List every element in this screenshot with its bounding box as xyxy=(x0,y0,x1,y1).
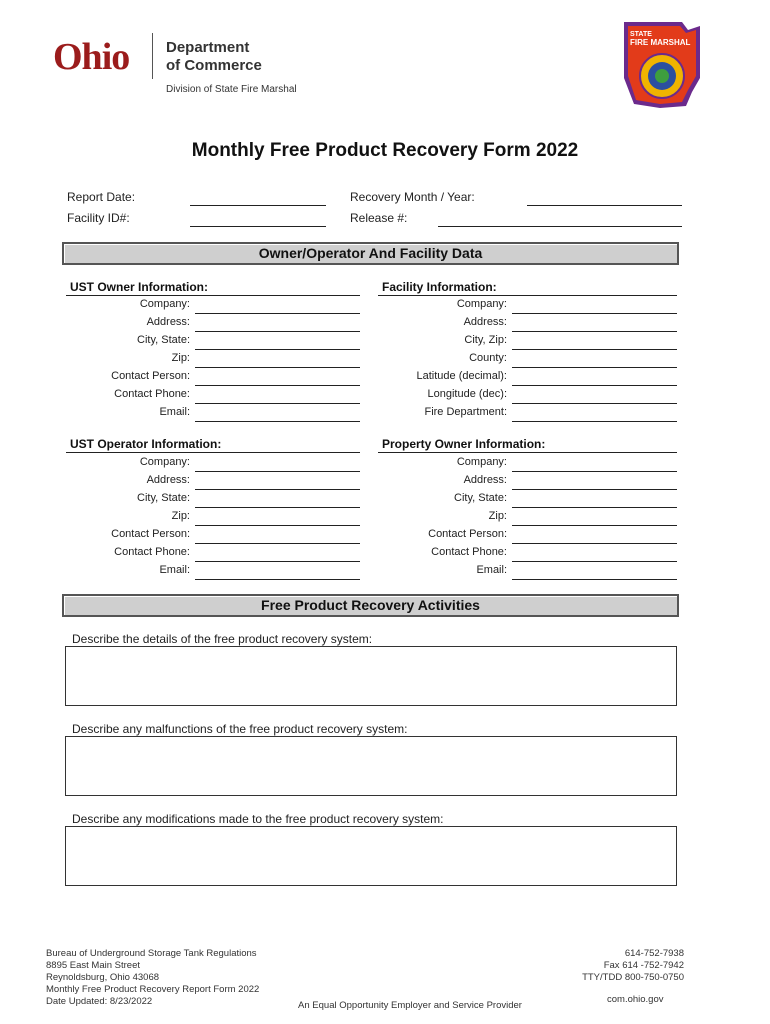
ust-operator-company-field[interactable] xyxy=(195,471,360,472)
footer-line: Monthly Free Product Recovery Report Form 2022 xyxy=(46,984,260,995)
footer-line: Date Updated: 8/23/2022 xyxy=(46,996,153,1007)
field-label: Contact Phone: xyxy=(114,388,190,400)
facility-row xyxy=(370,370,507,388)
footer-line: Reynoldsburg, Ohio 43068 xyxy=(46,972,160,983)
report-date-label: Report Date: xyxy=(67,190,136,204)
modifications-textbox[interactable] xyxy=(65,826,677,886)
ust-operator-row xyxy=(60,564,190,582)
field-label: Company: xyxy=(139,456,190,468)
field-label: Longitude (dec): xyxy=(427,388,507,400)
owner-facility-section-header: Owner/Operator And Facility Data xyxy=(62,242,679,265)
ust-operator-contact-phone-field[interactable] xyxy=(195,561,360,562)
ust-owner-heading: UST Owner Information: xyxy=(66,281,360,296)
ust-operator-address-field[interactable] xyxy=(195,489,360,490)
ust-owner-row xyxy=(60,352,190,370)
ust-owner-contact-phone-field[interactable] xyxy=(195,403,360,404)
ust-owner-email-field[interactable] xyxy=(195,421,360,422)
details-textbox[interactable] xyxy=(65,646,677,706)
seal-emblem-core xyxy=(655,69,669,83)
property-owner-row xyxy=(370,456,507,474)
field-label: Latitude (decimal): xyxy=(416,370,507,382)
facility-row xyxy=(370,388,507,406)
facility-row xyxy=(370,352,507,370)
ust-owner-address-field[interactable] xyxy=(195,331,360,332)
ust-operator-city-state-field[interactable] xyxy=(195,507,360,508)
facility-fire-department-field[interactable] xyxy=(512,421,677,422)
facility-heading: Facility Information: xyxy=(378,281,677,296)
recovery-month-label: Recovery Month / Year: xyxy=(350,190,475,204)
footer-address-block xyxy=(46,948,259,1008)
field-label: Email: xyxy=(159,406,190,418)
division-name: Division of State Fire Marshal xyxy=(166,84,297,95)
fire-marshal-seal xyxy=(620,18,702,110)
ust-owner-row xyxy=(60,388,190,406)
ust-owner-row xyxy=(60,298,190,316)
field-label: City, State: xyxy=(137,334,190,346)
ust-owner-contact-person-field[interactable] xyxy=(195,385,360,386)
ust-operator-contact-person-field[interactable] xyxy=(195,543,360,544)
property-owner-row xyxy=(370,492,507,510)
facility-county-field[interactable] xyxy=(512,367,677,368)
ust-operator-heading: UST Operator Information: xyxy=(66,438,360,453)
ust-owner-row xyxy=(60,334,190,352)
property-owner-heading: Property Owner Information: xyxy=(378,438,677,453)
footer-line: Bureau of Underground Storage Tank Regulations xyxy=(46,948,257,959)
field-label: Contact Phone: xyxy=(431,546,507,558)
field-label: Zip: xyxy=(171,510,190,522)
ust-operator-row xyxy=(60,528,190,546)
property-owner-row xyxy=(370,528,507,546)
ust-owner-zip-field[interactable] xyxy=(195,367,360,368)
footer-fax: Fax 614 -752-7942 xyxy=(603,960,684,971)
field-label: Address: xyxy=(463,316,507,328)
ohio-logo: Ohio xyxy=(53,36,130,78)
property-owner-company-field[interactable] xyxy=(512,471,677,472)
field-label: Email: xyxy=(476,564,507,576)
ust-operator-row xyxy=(60,510,190,528)
property-owner-contact-phone-field[interactable] xyxy=(512,561,677,562)
release-label: Release #: xyxy=(350,211,408,225)
field-label: Address: xyxy=(463,474,507,486)
field-label: Address: xyxy=(146,474,190,486)
seal-main-text: FIRE MARSHAL xyxy=(630,38,691,47)
footer-contact-block xyxy=(582,948,684,984)
property-owner-contact-person-field[interactable] xyxy=(512,543,677,544)
field-label: Company: xyxy=(139,298,190,310)
release-field[interactable] xyxy=(438,226,682,227)
malfunctions-prompt: Describe any malfunctions of the free product recovery system: xyxy=(72,722,408,736)
field-label: County: xyxy=(469,352,507,364)
seal-top-text: STATE xyxy=(630,31,652,38)
field-label: City, State: xyxy=(454,492,507,504)
field-label: Contact Person: xyxy=(111,370,190,382)
facility-row xyxy=(370,298,507,316)
modifications-prompt: Describe any modifications made to the free product recovery system: xyxy=(72,812,444,826)
property-owner-row xyxy=(370,546,507,564)
field-label: Contact Phone: xyxy=(114,546,190,558)
field-label: Fire Department: xyxy=(424,406,507,418)
property-owner-zip-field[interactable] xyxy=(512,525,677,526)
ust-operator-email-field[interactable] xyxy=(195,579,360,580)
field-label: Email: xyxy=(159,564,190,576)
property-owner-email-field[interactable] xyxy=(512,579,677,580)
footer-phone: 614-752-7938 xyxy=(624,948,684,959)
facility-company-field[interactable] xyxy=(512,313,677,314)
ust-operator-zip-field[interactable] xyxy=(195,525,360,526)
field-label: Company: xyxy=(456,298,507,310)
facility-row xyxy=(370,406,507,424)
ust-owner-row xyxy=(60,406,190,424)
facility-id-field[interactable] xyxy=(190,226,326,227)
field-label: Contact Person: xyxy=(428,528,507,540)
ust-operator-row xyxy=(60,456,190,474)
recovery-activities-section-header: Free Product Recovery Activities xyxy=(62,594,679,617)
property-owner-row xyxy=(370,474,507,492)
recovery-month-field[interactable] xyxy=(527,205,682,206)
facility-row xyxy=(370,334,507,352)
property-owner-row xyxy=(370,564,507,582)
ust-owner-city-state-field[interactable] xyxy=(195,349,360,350)
facility-longitude-field[interactable] xyxy=(512,403,677,404)
ust-owner-row xyxy=(60,316,190,334)
field-label: Contact Person: xyxy=(111,528,190,540)
property-owner-row xyxy=(370,510,507,528)
logo-divider xyxy=(152,33,153,79)
facility-city-zip-field[interactable] xyxy=(512,349,677,350)
form-title: Monthly Free Product Recovery Form 2022 xyxy=(191,140,579,161)
ust-operator-row xyxy=(60,546,190,564)
field-label: City, Zip: xyxy=(464,334,507,346)
field-label: Zip: xyxy=(171,352,190,364)
property-owner-address-field[interactable] xyxy=(512,489,677,490)
facility-id-label: Facility ID#: xyxy=(67,211,130,225)
footer-line: 8895 East Main Street xyxy=(46,960,140,971)
field-label: City, State: xyxy=(137,492,190,504)
property-owner-city-state-field[interactable] xyxy=(512,507,677,508)
dept-line-2: of Commerce xyxy=(166,57,262,74)
ust-owner-company-field[interactable] xyxy=(195,313,360,314)
report-date-field[interactable] xyxy=(190,205,326,206)
malfunctions-textbox[interactable] xyxy=(65,736,677,796)
footer-eoe: An Equal Opportunity Employer and Service Provider xyxy=(298,1000,522,1011)
ust-operator-row xyxy=(60,474,190,492)
field-label: Zip: xyxy=(488,510,507,522)
field-label: Company: xyxy=(456,456,507,468)
details-prompt: Describe the details of the free product recovery system: xyxy=(72,632,373,646)
facility-address-field[interactable] xyxy=(512,331,677,332)
footer-website-link[interactable]: com.ohio.gov xyxy=(607,994,664,1005)
field-label: Address: xyxy=(146,316,190,328)
dept-line-1: Department xyxy=(166,39,250,56)
ust-operator-row xyxy=(60,492,190,510)
facility-row xyxy=(370,316,507,334)
footer-tty: TTY/TDD 800-750-0750 xyxy=(582,972,684,983)
ust-owner-row xyxy=(60,370,190,388)
department-name xyxy=(166,39,262,75)
facility-latitude-field[interactable] xyxy=(512,385,677,386)
